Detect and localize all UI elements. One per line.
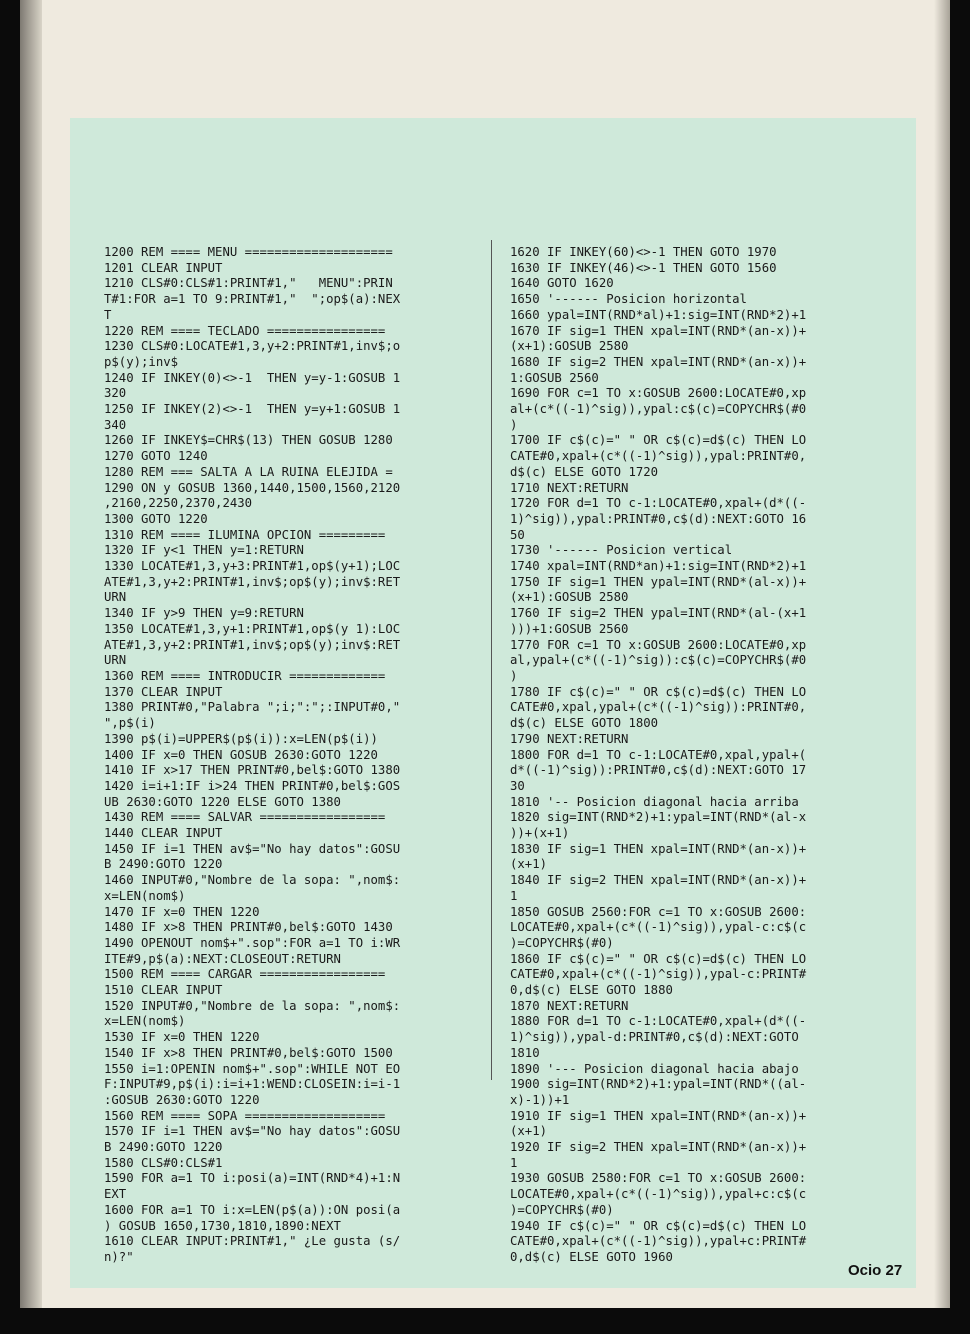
code-line: 1260 IF INKEY$=CHR$(13) THEN GOSUB 1280 [104,433,393,448]
code-line: EXT [104,1187,127,1202]
code-line: 1710 NEXT:RETURN [510,480,629,495]
code-line: 1580 CLS#0:CLS#1 [104,1155,223,1170]
code-line: 1470 IF x=0 THEN 1220 [104,904,260,919]
code-line: LOCATE#0,xpal+(c*((-1)^sig)),ypal+c:c$(c [510,1187,807,1202]
code-line: x=LEN(nom$) [104,1014,186,1029]
code-line: 1770 FOR c=1 TO x:GOSUB 2600:LOCATE#0,xp [510,637,807,652]
code-line: 1201 CLEAR INPUT [104,260,223,275]
code-line: d$(c) ELSE GOTO 1800 [510,716,659,731]
code-line: 1)^sig)),ypal:PRINT#0,c$(d):NEXT:GOTO 16 [510,511,807,526]
code-line: 1600 FOR a=1 TO i:x=LEN(p$(a)):ON posi(a [104,1202,401,1217]
code-line: (x+1) [510,857,548,872]
code-line: ",p$(i) [104,716,156,731]
code-line: 1490 OPENOUT nom$+".sop":FOR a=1 TO i:WR [104,935,401,950]
code-line: ,2160,2250,2370,2430 [104,496,253,511]
code-line: 1240 IF INKEY(0)<>-1 THEN y=y-1:GOSUB 1 [104,370,401,385]
code-line: x)-1))+1 [510,1092,570,1107]
code-line: al+(c*((-1)^sig)),ypal:c$(c)=COPYCHR$(#0 [510,402,807,417]
code-line: 1300 GOTO 1220 [104,511,208,526]
code-line: 1460 INPUT#0,"Nombre de la sopa: ",nom$: [104,873,401,888]
code-line: (x+1):GOSUB 2580 [510,590,629,605]
code-line: 1250 IF INKEY(2)<>-1 THEN y=y+1:GOSUB 1 [104,402,401,417]
code-line: 0,d$(c) ELSE GOTO 1880 [510,983,673,998]
code-line: 1 [510,888,518,903]
code-line: 1660 ypal=INT(RND*al)+1:sig=INT(RND*2)+1 [510,307,807,322]
code-line: d$(c) ELSE GOTO 1720 [510,464,659,479]
code-line: 320 [104,386,127,401]
code-line: 1860 IF c$(c)=" " OR c$(c)=d$(c) THEN LO [510,951,807,966]
code-line: 1200 REM ==== MENU ==================== [104,245,393,259]
code-line: 1220 REM ==== TECLADO ================ [104,323,386,338]
code-line: 1940 IF c$(c)=" " OR c$(c)=d$(c) THEN LO [510,1218,807,1233]
page-edge-shadow [934,0,950,1334]
code-line: 1830 IF sig=1 THEN xpal=INT(RND*(an-x))+ [510,841,807,856]
code-line: ATE#1,3,y+2:PRINT#1,inv$;op$(y);inv$:RET [104,574,401,589]
code-line: T#1:FOR a=1 TO 9:PRINT#1," ";op$(a):NEX [104,292,401,307]
code-line: ATE#1,3,y+2:PRINT#1,inv$;op$(y);inv$:RET [104,637,401,652]
code-line: al,ypal+(c*((-1)^sig)):c$(c)=COPYCHR$(#0 [510,653,807,668]
code-line: CATE#0,xpal+(c*((-1)^sig)),ypal+c:PRINT# [510,1234,807,1249]
code-line: 0,d$(c) ELSE GOTO 1960 [510,1250,673,1264]
scan-border-bottom [0,1308,970,1334]
code-line: 1530 IF x=0 THEN 1220 [104,1030,260,1045]
code-line: B 2490:GOTO 1220 [104,1140,223,1155]
code-line: ) [510,417,518,432]
code-line: )=COPYCHR$(#0) [510,1202,614,1217]
code-line: 1680 IF sig=2 THEN xpal=INT(RND*(an-x))+ [510,354,807,369]
code-line: 1370 CLEAR INPUT [104,684,223,699]
code-line: 1550 i=1:OPENIN nom$+".sop":WHILE NOT EO [104,1061,401,1076]
code-line: 1450 IF i=1 THEN av$="No hay datos":GOSU [104,841,401,856]
code-line: 1880 FOR d=1 TO c-1:LOCATE#0,xpal+(d*((- [510,1014,807,1029]
code-line: URN [104,590,127,605]
code-line: 1790 NEXT:RETURN [510,731,629,746]
code-line: ) GOSUB 1650,1730,1810,1890:NEXT [104,1218,341,1233]
code-line: d*((-1)^sig)):PRINT#0,c$(d):NEXT:GOTO 17 [510,763,807,778]
code-line: 1440 CLEAR INPUT [104,826,223,841]
code-line: 30 [510,778,525,793]
code-line: 1230 CLS#0:LOCATE#1,3,y+2:PRINT#1,inv$;o [104,339,401,354]
code-line: (x+1):GOSUB 2580 [510,339,629,354]
code-line: 1570 IF i=1 THEN av$="No hay datos":GOSU [104,1124,401,1139]
code-line: )=COPYCHR$(#0) [510,935,614,950]
code-line: 1720 FOR d=1 TO c-1:LOCATE#0,xpal+(d*((- [510,496,807,511]
code-line: 1700 IF c$(c)=" " OR c$(c)=d$(c) THEN LO [510,433,807,448]
code-line: (x+1) [510,1124,548,1139]
code-line: 1630 IF INKEY(46)<>-1 THEN GOTO 1560 [510,260,777,275]
code-line: ITE#9,p$(a):NEXT:CLOSEOUT:RETURN [104,951,341,966]
code-line: 1760 IF sig=2 THEN ypal=INT(RND*(al-(x+1 [510,606,807,621]
scan-border-left [0,0,20,1334]
code-line: 1:GOSUB 2560 [510,370,599,385]
code-line: 1640 GOTO 1620 [510,276,614,291]
code-line: 1910 IF sig=1 THEN xpal=INT(RND*(an-x))+ [510,1108,807,1123]
code-line: :GOSUB 2630:GOTO 1220 [104,1092,260,1107]
code-line: 1430 REM ==== SALVAR ================= [104,810,386,825]
code-line: F:INPUT#9,p$(i):i=i+1:WEND:CLOSEIN:i=i-1 [104,1077,401,1092]
code-line: 1650 '------ Posicion horizontal [510,292,747,307]
code-line: 1270 GOTO 1240 [104,449,208,464]
code-line: 1780 IF c$(c)=" " OR c$(c)=d$(c) THEN LO [510,684,807,699]
code-line: 1340 IF y>9 THEN y=9:RETURN [104,606,304,621]
code-line: 1 [510,1155,518,1170]
code-line: LOCATE#0,xpal+(c*((-1)^sig)),ypal-c:c$(c [510,920,807,935]
code-line: 1350 LOCATE#1,3,y+1:PRINT#1,op$(y 1):LOC [104,621,401,636]
code-line: 1810 '-- Posicion diagonal hacia arriba [510,794,799,809]
code-line: 1900 sig=INT(RND*2)+1:ypal=INT(RND*((al- [510,1077,807,1092]
code-line: T [104,307,112,322]
code-line: 1750 IF sig=1 THEN ypal=INT(RND*(al-x))+ [510,574,807,589]
scan-border-right [950,0,970,1334]
code-line: ) [510,668,518,683]
code-line: 1540 IF x>8 THEN PRINT#0,bel$:GOTO 1500 [104,1045,393,1060]
code-line: 1210 CLS#0:CLS#1:PRINT#1," MENU":PRIN [104,276,393,291]
code-line: 1670 IF sig=1 THEN xpal=INT(RND*(an-x))+ [510,323,807,338]
code-line: 1870 NEXT:RETURN [510,998,629,1013]
code-line: x=LEN(nom$) [104,888,186,903]
code-line: 1320 IF y<1 THEN y=1:RETURN [104,543,304,558]
column-divider [491,240,492,1080]
code-line: 1390 p$(i)=UPPER$(p$(i)):x=LEN(p$(i)) [104,731,378,746]
code-line: 1610 CLEAR INPUT:PRINT#1," ¿Le gusta (s/ [104,1234,401,1249]
code-line: B 2490:GOTO 1220 [104,857,223,872]
code-line: 1410 IF x>17 THEN PRINT#0,bel$:GOTO 1380 [104,763,401,778]
code-line: 1380 PRINT#0,"Palabra ";i;":";:INPUT#0," [104,700,401,715]
code-line: 1740 xpal=INT(RND*an)+1:sig=INT(RND*2)+1 [510,559,807,574]
code-line: 1290 ON y GOSUB 1360,1440,1500,1560,2120 [104,480,401,495]
code-line: 1820 sig=INT(RND*2)+1:ypal=INT(RND*(al-x [510,810,807,825]
code-line: 1480 IF x>8 THEN PRINT#0,bel$:GOTO 1430 [104,920,393,935]
code-line: 1620 IF INKEY(60)<>-1 THEN GOTO 1970 [510,245,777,259]
code-line: 1850 GOSUB 2560:FOR c=1 TO x:GOSUB 2600: [510,904,807,919]
code-line: 340 [104,417,127,432]
code-line: 50 [510,527,525,542]
code-line: n)?" [104,1250,134,1264]
code-line: ))+(x+1) [510,826,570,841]
code-line: 1810 [510,1045,540,1060]
code-line: 1330 LOCATE#1,3,y+3:PRINT#1,op$(y+1);LOC [104,559,401,574]
listing-column-right [510,245,886,1266]
page-gutter-shadow [20,0,42,1334]
code-line: CATE#0,xpal,ypal+(c*((-1)^sig)):PRINT#0, [510,700,807,715]
code-line: 1590 FOR a=1 TO i:posi(a)=INT(RND*4)+1:N [104,1171,401,1186]
code-line: UB 2630:GOTO 1220 ELSE GOTO 1380 [104,794,341,809]
code-line: 1930 GOSUB 2580:FOR c=1 TO x:GOSUB 2600: [510,1171,807,1186]
code-line: 1890 '--- Posicion diagonal hacia abajo [510,1061,799,1076]
code-line: CATE#0,xpal+(c*((-1)^sig)),ypal:PRINT#0, [510,449,807,464]
code-line: 1500 REM ==== CARGAR ================= [104,967,386,982]
code-line: 1690 FOR c=1 TO x:GOSUB 2600:LOCATE#0,xp [510,386,807,401]
code-line: 1310 REM ==== ILUMINA OPCION ========= [104,527,386,542]
code-line: 1420 i=i+1:IF i>24 THEN PRINT#0,bel$:GOS [104,778,401,793]
code-line: )))+1:GOSUB 2560 [510,621,629,636]
page-folio: Ocio 27 [848,1262,903,1279]
code-line: 1560 REM ==== SOPA =================== [104,1108,386,1123]
code-line: 1360 REM ==== INTRODUCIR ============= [104,668,386,683]
code-line: 1840 IF sig=2 THEN xpal=INT(RND*(an-x))+ [510,873,807,888]
code-line: p$(y);inv$ [104,354,179,369]
listing-column-left [104,245,480,1266]
code-line: CATE#0,xpal+(c*((-1)^sig)),ypal-c:PRINT# [510,967,807,982]
code-line: 1)^sig)),ypal-d:PRINT#0,c$(d):NEXT:GOTO [510,1030,799,1045]
code-line: URN [104,653,127,668]
code-line: 1800 FOR d=1 TO c-1:LOCATE#0,xpal,ypal+( [510,747,807,762]
code-line: 1920 IF sig=2 THEN xpal=INT(RND*(an-x))+ [510,1140,807,1155]
code-line: 1400 IF x=0 THEN GOSUB 2630:GOTO 1220 [104,747,378,762]
code-line: 1520 INPUT#0,"Nombre de la sopa: ",nom$: [104,998,401,1013]
code-line: 1730 '------ Posicion vertical [510,543,733,558]
code-line: 1510 CLEAR INPUT [104,983,223,998]
code-line: 1280 REM === SALTA A LA RUINA ELEJIDA = [104,464,393,479]
